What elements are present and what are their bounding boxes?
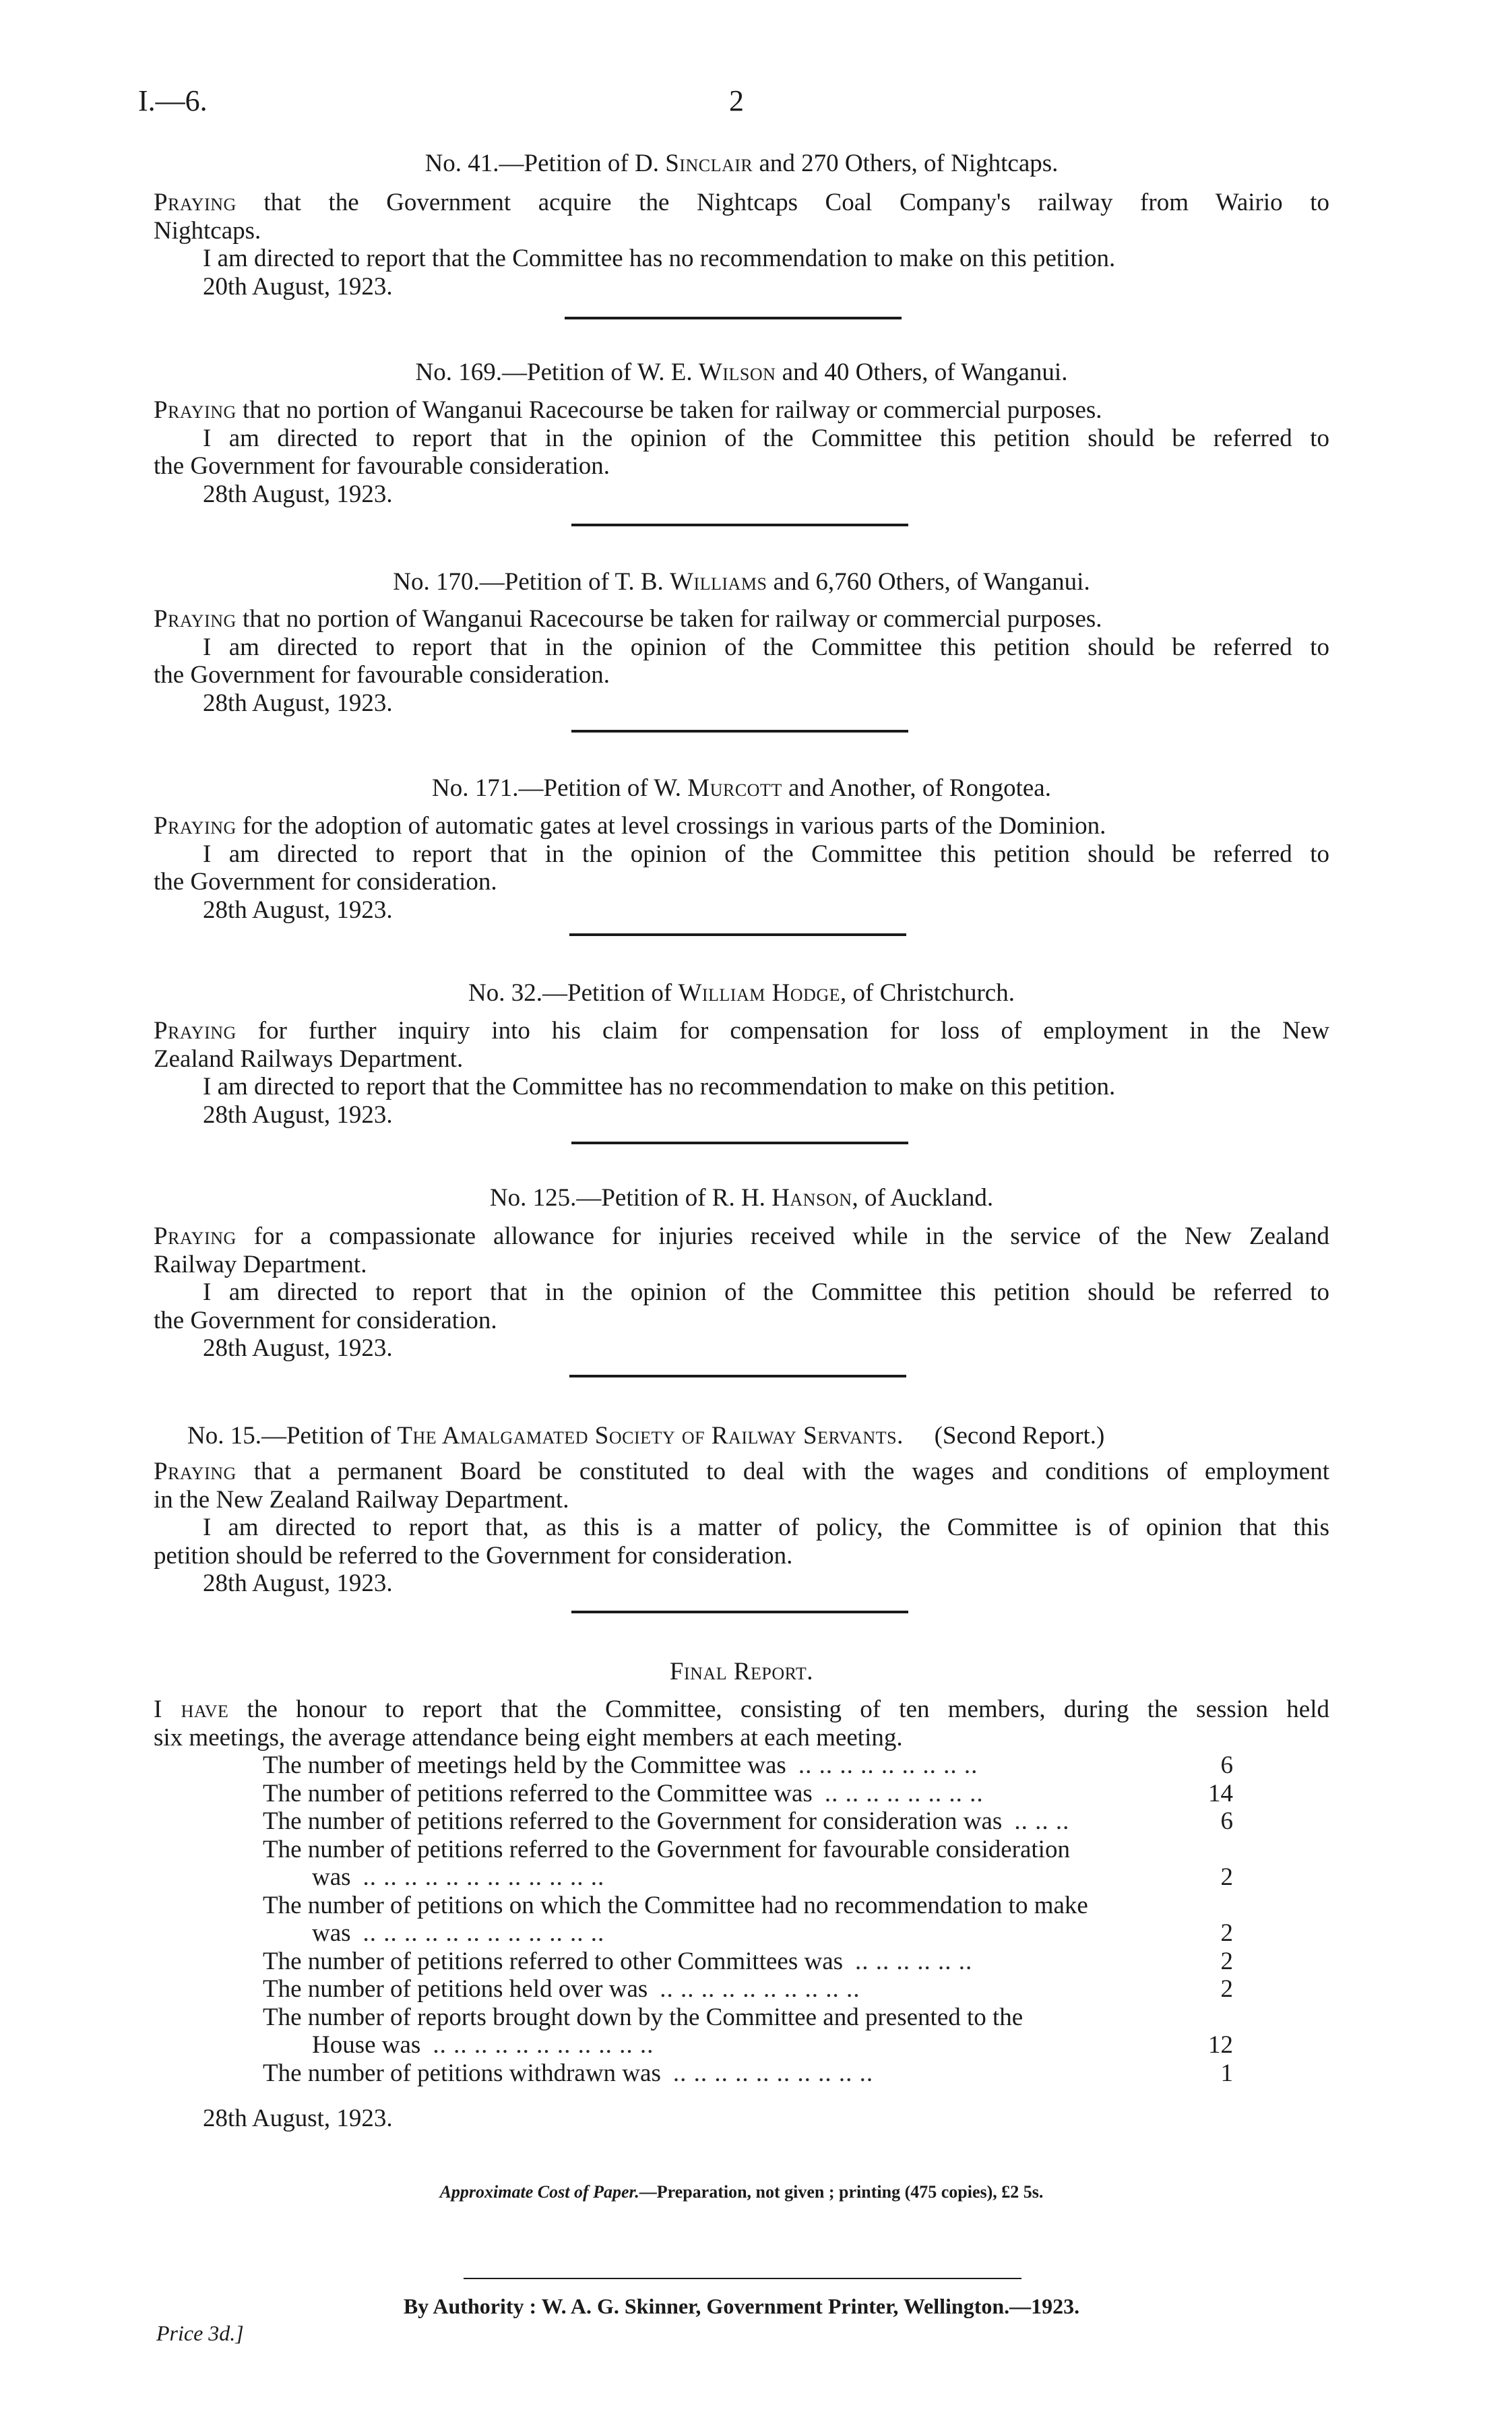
section-divider [571, 1611, 908, 1613]
report-line-2: the Government for favourable consideration. [154, 661, 610, 689]
petition-title: No. 32.—Petition of William Hodge, of Christchurch. [468, 979, 1015, 1007]
report-line: I am directed to report that in the opinion of the Committee this petition should be referred to [203, 840, 1329, 868]
stat-row: The number of petitions on which the Committee had no recommendation to make [263, 1891, 1088, 1919]
printer-imprint: By Authority : W. A. G. Skinner, Government Printer, Wellington.—1923. [403, 2294, 1080, 2318]
stat-row-continued: House was .. .. .. .. .. .. .. .. .. .. .. 12 [312, 2031, 1233, 2059]
page-number: 2 [729, 84, 744, 117]
section-divider [569, 1375, 906, 1377]
petition-date: 28th August, 1923. [203, 1570, 393, 1597]
stat-row-continued: was .. .. .. .. .. .. .. .. .. .. .. .. 2 [312, 1919, 1233, 1947]
final-report-statistics [263, 1751, 1233, 2087]
report-line: I am directed to report that in the opinion of the Committee this petition should be referred to [203, 424, 1329, 452]
stat-row: The number of meetings held by the Committee was .. .. .. .. .. .. .. .. .. 6 [263, 1751, 1233, 1779]
printer-divider [464, 2278, 1021, 2279]
stat-row: The number of petitions referred to the Committee was .. .. .. .. .. .. .. .. 14 [263, 1779, 1233, 1807]
praying-line-2: Railway Department. [154, 1250, 367, 1278]
section-divider [571, 730, 908, 733]
petition-title: No. 170.—Petition of T. B. Williams and 6,760 Others, of Wanganui. [393, 568, 1090, 596]
petition-body [154, 605, 1329, 717]
report-line: I am directed to report that, as this is a matter of policy, the Committee is of opinion that this [203, 1514, 1329, 1541]
petition-body [154, 812, 1329, 924]
praying-line-2: in the New Zealand Railway Department. [154, 1485, 569, 1514]
price: Price 3d.] [156, 2321, 244, 2345]
petition-title: No. 169.—Petition of W. E. Wilson and 40 Others, of Wanganui. [415, 359, 1068, 386]
petition-body [154, 1017, 1329, 1129]
praying-line: Praying that no portion of Wanganui Racecourse be taken for railway or commercial purposes. [154, 605, 1102, 633]
praying-line-2: Zealand Railways Department. [154, 1045, 464, 1073]
stat-row: The number of petitions referred to the Government for favourable consideration [263, 1835, 1070, 1863]
petition-date: 28th August, 1923. [203, 480, 393, 508]
petition-title: No. 125.—Petition of R. H. Hanson, of Auckland. [489, 1184, 994, 1212]
petition-title: No. 171.—Petition of W. Murcott and Another, of Rongotea. [432, 774, 1051, 802]
petition-title: No. 41.—Petition of D. Sinclair and 270 Others, of Nightcaps. [424, 150, 1059, 177]
praying-line: Praying that the Government acquire the Nightcaps Coal Company's railway from Wairio to [154, 189, 1329, 216]
section-divider [569, 933, 906, 936]
petition-body [154, 1222, 1329, 1363]
report-line: I am directed to report that the Committee has no recommendation to make on this petition. [203, 1073, 1116, 1100]
cost-of-paper: Approximate Cost of Paper.—Preparation, not given ; printing (475 copies), £2 5s. [439, 2182, 1044, 2202]
petition-body [154, 189, 1329, 301]
stat-row: The number of reports brought down by the Committee and presented to the [263, 2003, 1023, 2031]
praying-line: Praying for further inquiry into his claim for compensation for loss of employment in the New [154, 1017, 1329, 1045]
final-report-date: 28th August, 1923. [203, 2105, 393, 2132]
petition-date: 28th August, 1923. [203, 1100, 393, 1129]
report-line-2: the Government for consideration. [154, 868, 497, 896]
stat-row: The number of petitions held over was .. .. .. .. .. .. .. .. .. .. 2 [263, 1975, 1233, 2003]
stat-row: The number of petitions referred to the Government for consideration was .. .. .. 6 [263, 1807, 1233, 1835]
praying-line: Praying for the adoption of automatic gates at level crossings in various parts of the Dominion. [154, 812, 1106, 840]
praying-line: Praying that a permanent Board be constituted to deal with the wages and conditions of employment [154, 1458, 1329, 1485]
report-line-2: the Government for consideration. [154, 1306, 497, 1334]
final-report-heading: Final Report. [669, 1658, 814, 1685]
petition-date: 28th August, 1923. [203, 896, 393, 924]
paper-reference: I.—6. [138, 84, 208, 117]
stat-row-continued: was .. .. .. .. .. .. .. .. .. .. .. .. 2 [312, 1863, 1233, 1891]
petition-date: 28th August, 1923. [203, 1334, 393, 1362]
petition-title: No. 15.—Petition of The Amalgamated Society of Railway Servants. (Second Report.) [187, 1422, 1105, 1450]
final-report-date-block [154, 2105, 1329, 2133]
section-divider [565, 317, 902, 319]
praying-line: Praying for a compassionate allowance for injuries received while in the service of the New Zealand [154, 1222, 1329, 1250]
final-report-intro: I have the honour to report that the Committee, consisting of ten members, during the session held six meetings, the average attendance being eight members at each meeting. [154, 1696, 1329, 1751]
praying-line-2: Nightcaps. [154, 216, 261, 245]
report-line-2: the Government for favourable consideration. [154, 452, 610, 480]
report-line: I am directed to report that in the opinion of the Committee this petition should be referred to [203, 633, 1329, 661]
stat-row: The number of petitions withdrawn was .. .. .. .. .. .. .. .. .. .. 1 [263, 2059, 1233, 2087]
section-divider [571, 1142, 908, 1144]
report-line: I am directed to report that the Committee has no recommendation to make on this petition. [203, 245, 1116, 272]
petition-date: 28th August, 1923. [203, 689, 393, 717]
praying-line: Praying that no portion of Wanganui Racecourse be taken for railway or commercial purposes. [154, 396, 1102, 424]
section-divider [571, 524, 908, 526]
petition-body [154, 396, 1329, 508]
petition-date: 20th August, 1923. [203, 272, 393, 301]
petition-body [154, 1458, 1329, 1598]
report-line-2: petition should be referred to the Government for consideration. [154, 1541, 793, 1570]
report-line: I am directed to report that in the opinion of the Committee this petition should be referred to [203, 1278, 1329, 1306]
stat-row: The number of petitions referred to other Committees was .. .. .. .. .. .. 2 [263, 1947, 1233, 1975]
